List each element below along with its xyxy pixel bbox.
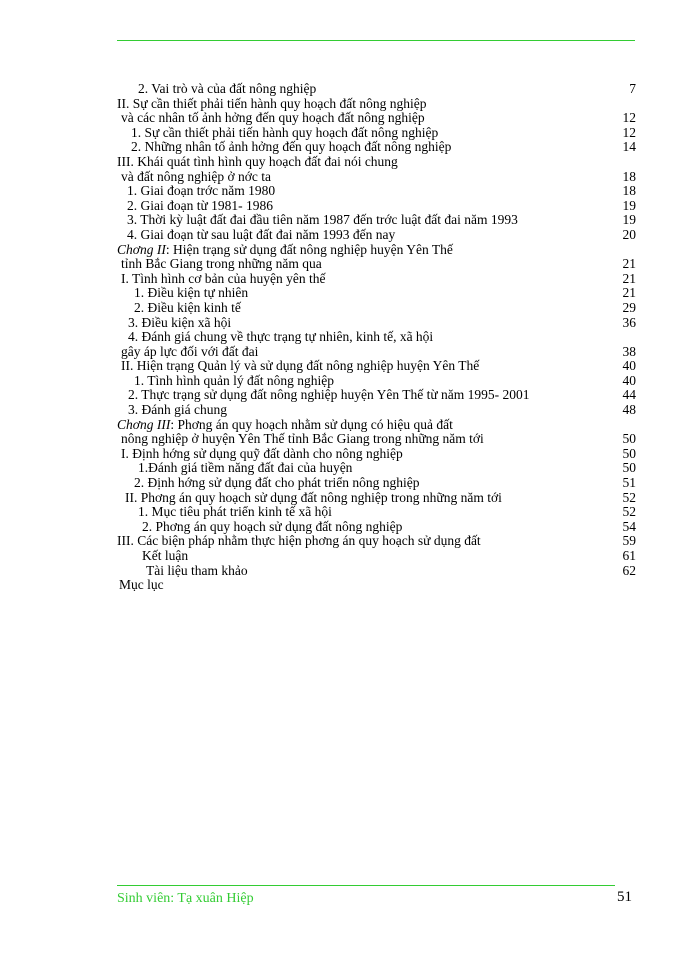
toc-entry-title: I. Định hớng sử dụng quỹ đất dành cho nông nghiệp — [121, 445, 403, 461]
footer-student-name: Sinh viên: Tạ xuân Hiệp — [117, 891, 254, 906]
header-rule — [117, 40, 635, 41]
toc-entry-title: 2. Phơng án quy hoạch sử dụng đất nông nghiệp — [142, 518, 403, 534]
toc-entry-title: 2. Những nhân tố ảnh hởng đến quy hoạch đất nông nghiệp — [131, 139, 452, 155]
toc-entry — [0, 286, 700, 301]
toc-entry-page: 51 — [622, 475, 636, 491]
toc-entry — [0, 388, 700, 403]
toc-entry-title: 2. Điều kiện kinh tế — [134, 299, 241, 315]
toc-entry-page: 18 — [622, 168, 636, 184]
toc-entry-title: 1. Giai đoạn trớc năm 1980 — [127, 183, 276, 199]
toc-entry-page: 50 — [622, 431, 636, 447]
toc-entry-page: 61 — [622, 548, 636, 563]
toc-entry-page: 40 — [622, 372, 636, 388]
toc-entry-page: 44 — [622, 387, 636, 403]
toc-entry-title: nông nghiệp ở huyện Yên Thế tỉnh Bắc Giang trong những năm tới — [121, 431, 484, 447]
toc-entry-title: 2. Giai đoạn từ 1981- 1986 — [127, 197, 274, 213]
toc-entry-page: 14 — [622, 139, 636, 155]
toc-entry-page: 21 — [622, 256, 636, 272]
toc-entry — [0, 82, 700, 97]
toc-entry — [0, 272, 700, 287]
toc-entry-page: 12 — [622, 110, 636, 126]
toc-entry — [0, 184, 700, 199]
toc-entry — [0, 345, 700, 360]
toc-entry — [0, 432, 700, 447]
toc-entry — [0, 418, 700, 433]
toc-entry — [0, 257, 700, 272]
footer-page-number: 51 — [617, 889, 632, 905]
toc-entry — [0, 564, 700, 579]
toc-entry — [0, 228, 700, 243]
toc-entry — [0, 316, 700, 331]
toc-entry-title: 2. Định hớng sử dụng đất cho phát triển nông nghiệp — [134, 475, 420, 491]
toc-entry — [0, 243, 700, 258]
toc-entry — [0, 491, 700, 506]
toc-entry-title: Tài liệu tham khảo — [146, 562, 248, 578]
toc-entry-title: II. Sự cần thiết phải tiến hành quy hoạch đất nông nghiệp — [117, 95, 427, 111]
toc-entry-page: 62 — [622, 562, 636, 578]
footer-rule — [117, 885, 615, 886]
toc-entry-page: 50 — [622, 460, 636, 476]
toc-entry — [0, 330, 700, 345]
toc-entry-page: 7 — [629, 81, 636, 96]
toc-entry-title: II. Hiện trạng Quản lý và sử dụng đất nông nghiệp huyện Yên Thế — [121, 358, 480, 374]
toc-entry-title: II. Phơng án quy hoạch sử dụng đất nông nghiệp trong những năm tới — [125, 489, 502, 505]
toc-entry-page: 36 — [622, 314, 636, 330]
toc-entry-page: 20 — [622, 226, 636, 242]
toc-entry — [0, 578, 700, 593]
toc-entry-page: 18 — [622, 183, 636, 199]
toc-entry — [0, 374, 700, 389]
toc-entry — [0, 549, 700, 564]
toc-entry — [0, 301, 700, 316]
toc-entry-page: 59 — [622, 533, 636, 549]
table-of-contents — [0, 82, 700, 593]
toc-entry-title: I. Tình hình cơ bản của huyện yên thế — [121, 270, 326, 286]
toc-entry-title: và đất nông nghiệp ở nớc ta — [121, 168, 271, 184]
toc-entry-title: Mục lục — [119, 577, 164, 593]
toc-entry-page: 29 — [622, 299, 636, 315]
toc-entry-title: 3. Thời kỳ luật đất đai đầu tiên năm 1987 đến trớc luật đất đai năm 1993 — [127, 212, 518, 228]
toc-entry-page: 12 — [622, 124, 636, 140]
toc-entry-title: 3. Đánh giá chung — [128, 402, 227, 418]
toc-entry — [0, 461, 700, 476]
toc-entry — [0, 199, 700, 214]
toc-entry-title: III. Khái quát tình hình quy hoạch đất đai nói chung — [117, 153, 398, 169]
toc-entry — [0, 97, 700, 112]
toc-entry-page: 52 — [622, 489, 636, 505]
toc-entry-page: 48 — [622, 402, 636, 418]
toc-entry — [0, 213, 700, 228]
toc-entry-title: 2. Thực trạng sử dụng đất nông nghiệp huyện Yên Thế từ năm 1995- 2001 — [128, 387, 530, 403]
toc-entry-title: 4. Giai đoạn từ sau luật đất đai năm 1993 đến nay — [127, 226, 396, 242]
toc-entry-page: 40 — [622, 358, 636, 374]
toc-entry — [0, 359, 700, 374]
toc-entry — [0, 520, 700, 535]
toc-entry-title: 3. Điều kiện xã hội — [128, 314, 232, 330]
toc-entry-title: và các nhân tố ảnh hởng đến quy hoạch đất nông nghiệp — [121, 110, 425, 126]
toc-entry-page: 54 — [622, 518, 636, 534]
toc-entry-title: III. Các biện pháp nhằm thực hiện phơng án quy hoạch sử dụng đất — [117, 533, 481, 549]
toc-entry-page: 38 — [622, 343, 636, 359]
toc-entry — [0, 403, 700, 418]
toc-entry-title: 1. Điều kiện tự nhiên — [134, 285, 249, 301]
toc-entry-title: 4. Đánh giá chung về thực trạng tự nhiên, kinh tế, xã hội — [128, 329, 434, 345]
toc-entry — [0, 155, 700, 170]
toc-entry-title: 1. Sự cần thiết phải tiến hành quy hoạch đất nông nghiệp — [131, 124, 439, 140]
toc-entry-page: 21 — [622, 285, 636, 301]
toc-entry-title: tỉnh Bắc Giang trong những năm qua — [121, 256, 322, 272]
toc-entry-title: 1.Đánh giá tiềm năng đất đai của huyện — [138, 460, 353, 476]
toc-entry-page: 19 — [622, 212, 636, 228]
toc-entry-title: Chơng III: Phơng án quy hoạch nhằm sử dụng có hiệu quả đất — [117, 416, 453, 432]
toc-entry-title: 1. Mục tiêu phát triển kinh tế xã hội — [138, 504, 332, 520]
toc-entry — [0, 170, 700, 185]
toc-entry-page: 19 — [622, 197, 636, 213]
toc-entry — [0, 140, 700, 155]
toc-entry-title: Chơng II: Hiện trạng sử dụng đất nông nghiệp huyện Yên Thế — [117, 241, 453, 257]
toc-entry — [0, 534, 700, 549]
toc-entry-title: gây áp lực đối với đất đai — [121, 343, 259, 359]
toc-entry-title: 2. Vai trò và của đất nông nghiệp — [138, 81, 317, 96]
toc-entry-page: 21 — [622, 270, 636, 286]
toc-entry-page: 52 — [622, 504, 636, 520]
toc-entry-title: Kết luận — [142, 548, 189, 563]
toc-entry-title: 1. Tình hình quản lý đất nông nghiệp — [134, 372, 334, 388]
toc-entry-page: 50 — [622, 445, 636, 461]
toc-entry — [0, 447, 700, 462]
toc-entry — [0, 126, 700, 141]
toc-entry — [0, 476, 700, 491]
toc-entry — [0, 111, 700, 126]
toc-entry — [0, 505, 700, 520]
